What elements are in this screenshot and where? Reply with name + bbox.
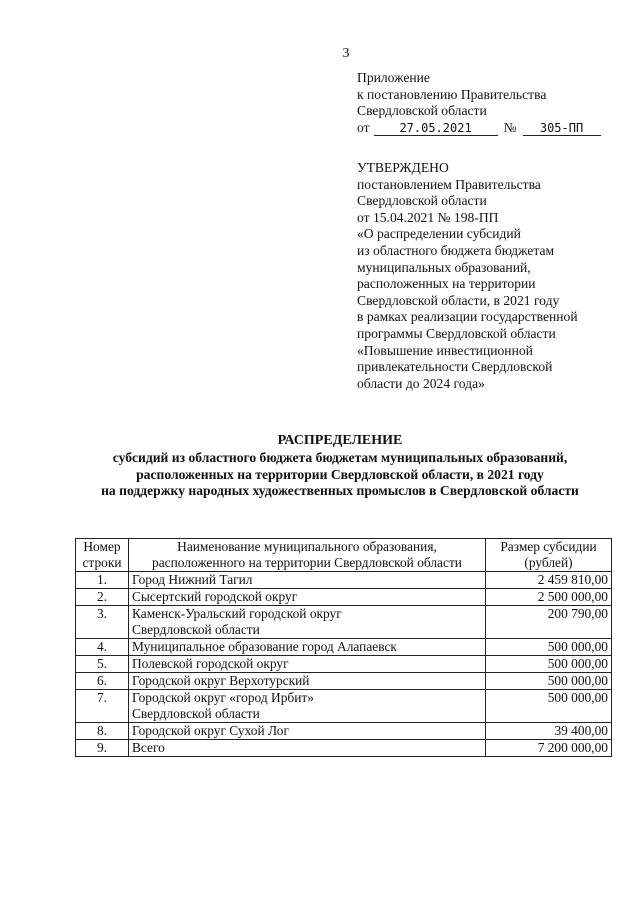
- table-row: [76, 589, 612, 606]
- subsidy-amount: 500 000,00: [486, 690, 612, 723]
- document-heading: [40, 433, 640, 500]
- approved-line: «О распределении субсидий: [357, 226, 521, 242]
- municipality-name: Полевской городской округ: [129, 656, 486, 673]
- municipality-name: Город Нижний Тагил: [129, 572, 486, 589]
- total-amount: 7 200 000,00: [486, 740, 612, 757]
- annex-date-line: [357, 120, 627, 137]
- row-number: 6.: [76, 673, 129, 690]
- heading-subtitle-line: на поддержку народных художественных промыслов в Свердловской области: [101, 483, 579, 499]
- municipality-name: Каменск-Уральский городской округ Свердловской области: [129, 606, 486, 639]
- row-number: 2.: [76, 589, 129, 606]
- row-number: 8.: [76, 723, 129, 740]
- column-header-name: Наименование муниципального образования, расположенного на территории Свердловской области: [129, 539, 486, 572]
- approved-line: программы Свердловской области: [357, 325, 556, 341]
- approved-line: Свердловской области, в 2021 году: [357, 292, 560, 308]
- table-header-row: [76, 539, 612, 572]
- row-number: 9.: [76, 740, 129, 757]
- municipality-name: Муниципальное образование город Алапаевск: [129, 639, 486, 656]
- total-label: Всего: [129, 740, 486, 757]
- approved-line: «Повышение инвестиционной: [357, 342, 533, 358]
- subsidy-amount: 200 790,00: [486, 606, 612, 639]
- municipality-name: Сысертский городской округ: [129, 589, 486, 606]
- subsidy-amount: 500 000,00: [486, 656, 612, 673]
- row-number: 3.: [76, 606, 129, 639]
- resolution-number: 305-ПП: [523, 121, 601, 136]
- row-number: 1.: [76, 572, 129, 589]
- approved-line: привлекательности Свердловской: [357, 359, 553, 375]
- resolution-date: 27.05.2021: [374, 121, 498, 136]
- approved-line: УТВЕРЖДЕНО: [357, 160, 449, 175]
- subsidy-amount: 39 400,00: [486, 723, 612, 740]
- subsidy-amount: 500 000,00: [486, 639, 612, 656]
- approved-line: из областного бюджета бюджетам: [357, 242, 555, 258]
- table-row: [76, 639, 612, 656]
- table-row: [76, 723, 612, 740]
- date-prefix: от: [357, 119, 370, 135]
- table-row: [76, 673, 612, 690]
- annex-line: к постановлению Правительства: [357, 86, 547, 102]
- table-row: [76, 606, 612, 639]
- municipality-name: Городской округ Сухой Лог: [129, 723, 486, 740]
- row-number: 5.: [76, 656, 129, 673]
- table-row: [76, 572, 612, 589]
- approved-line: Свердловской области: [357, 193, 487, 209]
- page-number: 3: [342, 46, 350, 61]
- heading-subtitle-line: субсидий из областного бюджета бюджетам муниципальных образований,: [112, 449, 568, 465]
- municipality-name: Городской округ Верхотурский: [129, 673, 486, 690]
- approved-line: в рамках реализации государственной: [357, 309, 578, 325]
- subsidy-amount: 500 000,00: [486, 673, 612, 690]
- annex-block: [357, 70, 627, 136]
- table-row: [76, 690, 612, 723]
- approved-block: [357, 160, 622, 392]
- approved-line: муниципальных образований,: [357, 259, 531, 275]
- number-sign: №: [503, 119, 517, 135]
- approved-line: расположенных на территории: [357, 276, 536, 292]
- annex-line: Приложение: [357, 70, 430, 85]
- row-number: 7.: [76, 690, 129, 723]
- subsidy-table: [75, 538, 612, 757]
- approved-line: области до 2024 года»: [357, 375, 485, 391]
- subsidy-amount: 2 500 000,00: [486, 589, 612, 606]
- column-header-number: Номер строки: [76, 539, 129, 572]
- column-header-amount: Размер субсидии (рублей): [486, 539, 612, 572]
- table-total-row: [76, 740, 612, 757]
- approved-line: постановлением Правительства: [357, 176, 541, 192]
- table-row: [76, 656, 612, 673]
- annex-line: Свердловской области: [357, 103, 487, 118]
- municipality-name: Городской округ «город Ирбит» Свердловской области: [129, 690, 486, 723]
- approved-line: от 15.04.2021 № 198-ПП: [357, 209, 499, 225]
- heading-title: РАСПРЕДЕЛЕНИЕ: [277, 433, 403, 448]
- heading-subtitle-line: расположенных на территории Свердловской области, в 2021 году: [136, 466, 544, 482]
- row-number: 4.: [76, 639, 129, 656]
- subsidy-amount: 2 459 810,00: [486, 572, 612, 589]
